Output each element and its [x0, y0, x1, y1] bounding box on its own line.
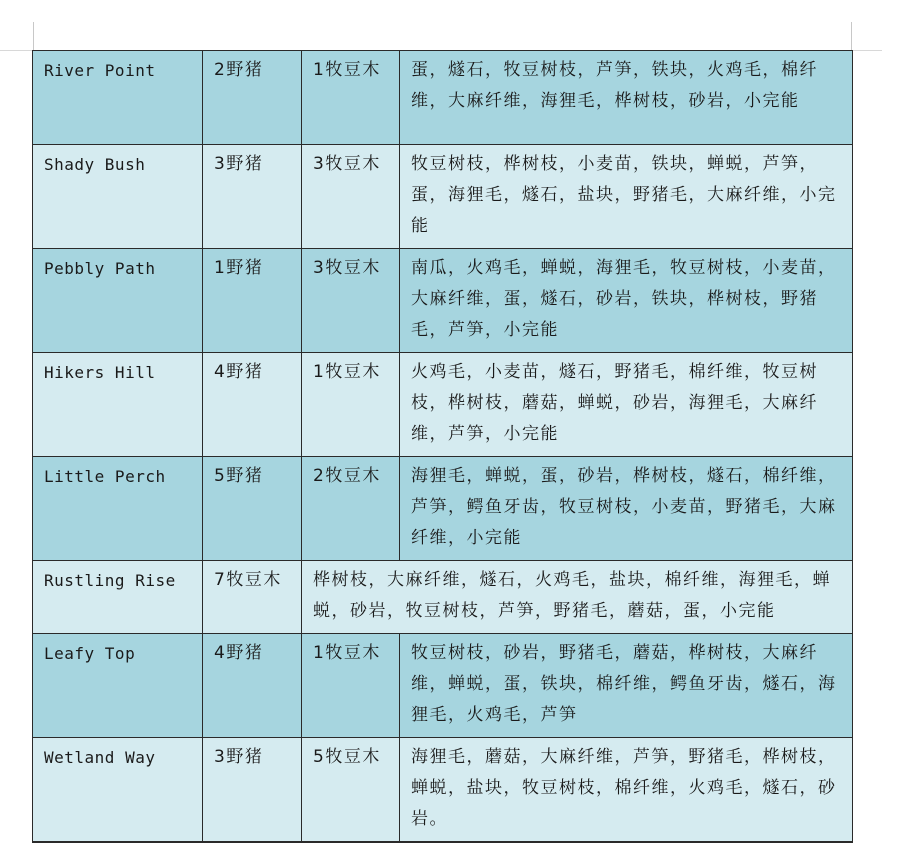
item-list: 牧豆树枝，桦树枝，小麦苗，铁块，蝉蜕，芦笋，蛋，海狸毛，燧石，盐块，野猪毛，大麻纤维，小完能 [400, 145, 853, 249]
item-list: 南瓜，火鸡毛，蝉蜕，海狸毛，牧豆树枝，小麦苗，大麻纤维，蛋，燧石，砂岩，铁块，桦树枝，野猪毛，芦笋，小完能 [400, 249, 853, 353]
left-margin-mark [33, 22, 34, 50]
item-list: 牧豆树枝，砂岩，野猪毛，蘑菇，桦树枝，大麻纤维，蝉蜕，蛋，铁块，棉纤维，鳄鱼牙齿，燧石，海狸毛，火鸡毛，芦笋 [400, 634, 853, 738]
table-row [33, 249, 853, 353]
location-name: Wetland Way [33, 738, 203, 843]
table-row [33, 51, 853, 145]
location-name: River Point [33, 51, 203, 145]
wood-count: 2牧豆木 [302, 457, 400, 561]
table-row [33, 634, 853, 738]
table-row [33, 561, 853, 634]
wood-count: 1牧豆木 [302, 353, 400, 457]
boar-count: 2野猪 [203, 51, 302, 145]
wood-count: 1牧豆木 [302, 51, 400, 145]
boar-count: 3野猪 [203, 145, 302, 249]
location-name: Rustling Rise [33, 561, 203, 634]
item-list: 海狸毛，蘑菇，大麻纤维，芦笋，野猪毛，桦树枝，蝉蜕，盐块，牧豆树枝，棉纤维，火鸡毛，燧石，砂岩。 [400, 738, 853, 843]
wood-count: 3牧豆木 [302, 145, 400, 249]
wood-count: 1牧豆木 [302, 634, 400, 738]
right-margin-mark [851, 22, 852, 50]
boar-count: 4野猪 [203, 634, 302, 738]
boar-count: 3野猪 [203, 738, 302, 843]
boar-count: 5野猪 [203, 457, 302, 561]
table-row [33, 457, 853, 561]
location-name: Little Perch [33, 457, 203, 561]
item-list: 海狸毛，蝉蜕，蛋，砂岩，桦树枝，燧石，棉纤维，芦笋，鳄鱼牙齿，牧豆树枝，小麦苗，野猪毛，大麻纤维，小完能 [400, 457, 853, 561]
location-name: Pebbly Path [33, 249, 203, 353]
wood-count: 5牧豆木 [302, 738, 400, 843]
item-list: 火鸡毛，小麦苗，燧石，野猪毛，棉纤维，牧豆树枝，桦树枝，蘑菇，蝉蜕，砂岩，海狸毛，大麻纤维，芦笋，小完能 [400, 353, 853, 457]
boar-count: 1野猪 [203, 249, 302, 353]
wood-count: 3牧豆木 [302, 249, 400, 353]
location-resources-table [32, 50, 853, 843]
table-row [33, 738, 853, 843]
location-name: Shady Bush [33, 145, 203, 249]
item-list: 桦树枝，大麻纤维，燧石，火鸡毛，盐块，棉纤维，海狸毛，蝉蜕，砂岩，牧豆树枝，芦笋，野猪毛，蘑菇，蛋，小完能 [302, 561, 853, 634]
item-list: 蛋，燧石，牧豆树枝，芦笋，铁块，火鸡毛，棉纤维，大麻纤维，海狸毛，桦树枝，砂岩，小完能 [400, 51, 853, 145]
location-name: Leafy Top [33, 634, 203, 738]
wood-count: 7牧豆木 [203, 561, 302, 634]
boar-count: 4野猪 [203, 353, 302, 457]
table-row [33, 353, 853, 457]
location-name: Hikers Hill [33, 353, 203, 457]
table-row [33, 145, 853, 249]
